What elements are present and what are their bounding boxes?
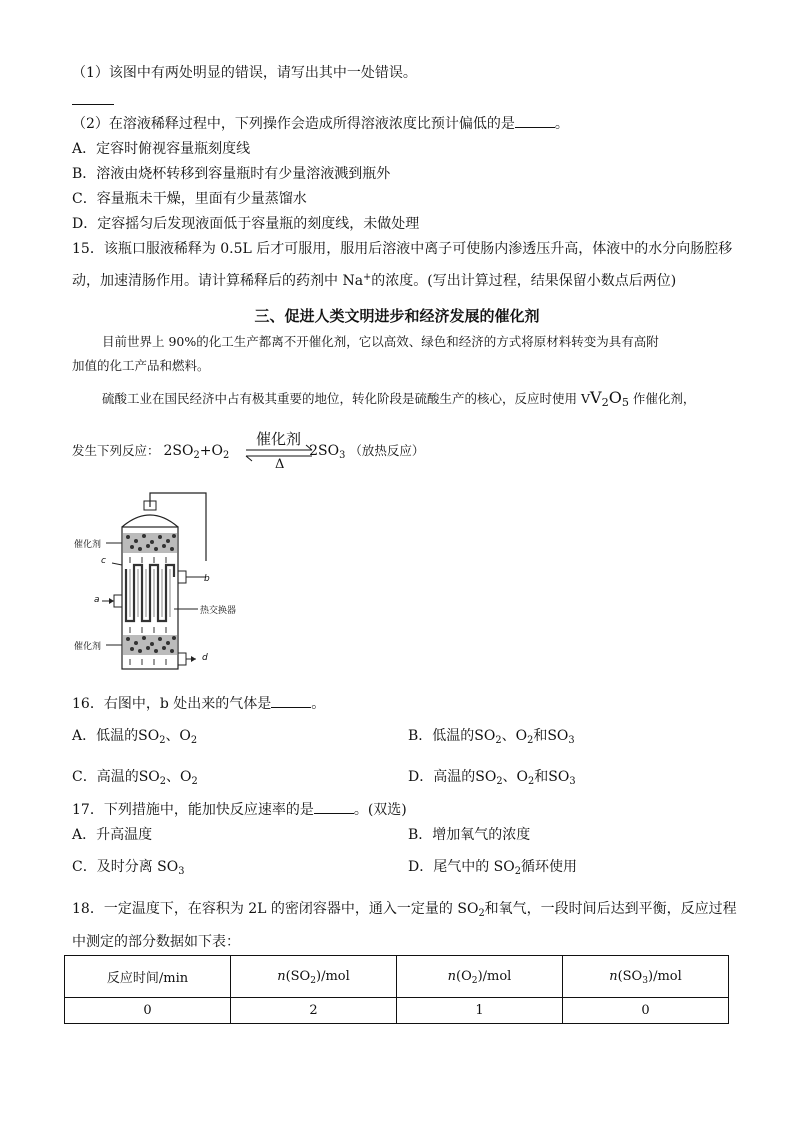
table-row — [65, 998, 729, 1024]
q16-stem: 16．右图中，b 处出来的气体是 。 — [72, 696, 326, 712]
table-cell: 2 — [231, 998, 397, 1024]
intro-line1: 目前世界上 90%的化工生产都离不开催化剂，它以高效、绿色和经济的方式将原材料转变为具有高附 — [102, 334, 659, 349]
q14-option-c: C．容量瓶未干燥，里面有少量蒸馏水 — [72, 191, 307, 207]
q14-part1: （1）该图中有两处明显的错误，请写出其中一处错误。 — [72, 65, 417, 81]
reaction-equation: 发生下列反应： $2SO_2+O_2$ $2SO_3$ （放热反应） — [72, 443, 425, 461]
q18-line1: 18．一定温度下，在容积为 2L 的密闭容器中，通入一定量的 $SO_2$和氧气，一段时间后达到平衡，反应过程 — [72, 901, 737, 919]
label-heat-exchanger: 热交换器 — [200, 606, 237, 616]
reaction-catalyst-label: 催化剂 — [256, 430, 302, 448]
section-title: 三、促进人类文明进步和经济发展的催化剂 — [254, 307, 540, 325]
label-catalyst-bottom: 催化剂 — [74, 642, 102, 652]
answer-blank[interactable] — [515, 115, 555, 128]
answer-blank[interactable] — [314, 801, 354, 814]
table-header: $n(SO_3)$/mol — [563, 956, 729, 998]
q16-option-a: A．低温的$SO_2$、$O_2$ — [72, 728, 198, 746]
q16-option-c: C．高温的$SO_2$、$O_2$ — [72, 769, 198, 787]
q14-part2: （2）在溶液稀释过程中，下列操作会造成所得溶液浓度比预计偏低的是 。 — [72, 116, 569, 132]
label-d: d — [202, 653, 208, 663]
q14-option-b: B．溶液由烧杯转移到容量瓶时有少量溶液溅到瓶外 — [72, 166, 391, 182]
q17-option-b: B．增加氧气的浓度 — [408, 827, 531, 843]
intro-line3: 硫酸工业在国民经济中占有极其重要的地位，转化阶段是硫酸生产的核心，反应时使用 $VV_2O_5$ 作催化剂， — [102, 388, 696, 409]
label-a: a — [94, 595, 100, 605]
q14-option-a: A．定容时俯视容量瓶刻度线 — [72, 141, 251, 157]
table-header: 反应时间/min — [65, 956, 231, 998]
q14-option-d: D．定容摇匀后发现液面低于容量瓶的刻度线，未做处理 — [72, 216, 420, 232]
q17-option-a: A．升高温度 — [72, 827, 153, 843]
q17-option-d: D．尾气中的 $SO_2$循环使用 — [408, 859, 577, 877]
table-cell: 0 — [65, 998, 231, 1024]
q15-line1: 15．该瓶口服液稀释为 0.5L 后才可服用，服用后溶液中离子可使肠内渗透压升高，体液中的水分向肠腔移 — [72, 241, 733, 257]
q17-option-c: C．及时分离 $SO_3$ — [72, 859, 185, 877]
q16-option-b: B．低温的$SO_2$、$O_2$和$SO_3$ — [408, 728, 575, 746]
q18-line2: 中测定的部分数据如下表： — [72, 934, 240, 950]
label-catalyst-top: 催化剂 — [74, 540, 102, 550]
q15-line2: 动，加速清肠作用。请计算稀释后的药剂中 Na+的浓度。(写出计算过程，结果保留小数点后两位) — [72, 272, 677, 289]
label-c: c — [101, 556, 106, 566]
data-table — [64, 955, 729, 1024]
intro-line2: 加值的化工产品和燃料。 — [72, 358, 210, 373]
table-cell: 1 — [397, 998, 563, 1024]
table-header: $n(O_2)$/mol — [397, 956, 563, 998]
label-b: b — [204, 574, 210, 584]
q16-option-d: D．高温的$SO_2$、$O_2$和$SO_3$ — [408, 769, 576, 787]
table-cell: 0 — [563, 998, 729, 1024]
table-header: $n(SO_2)$/mol — [231, 956, 397, 998]
answer-rule — [72, 104, 114, 105]
q17-stem: 17．下列措施中，能加快反应速率的是 。(双选) — [72, 802, 407, 818]
reaction-heat-label: Δ — [275, 457, 285, 472]
answer-blank[interactable] — [271, 695, 311, 708]
